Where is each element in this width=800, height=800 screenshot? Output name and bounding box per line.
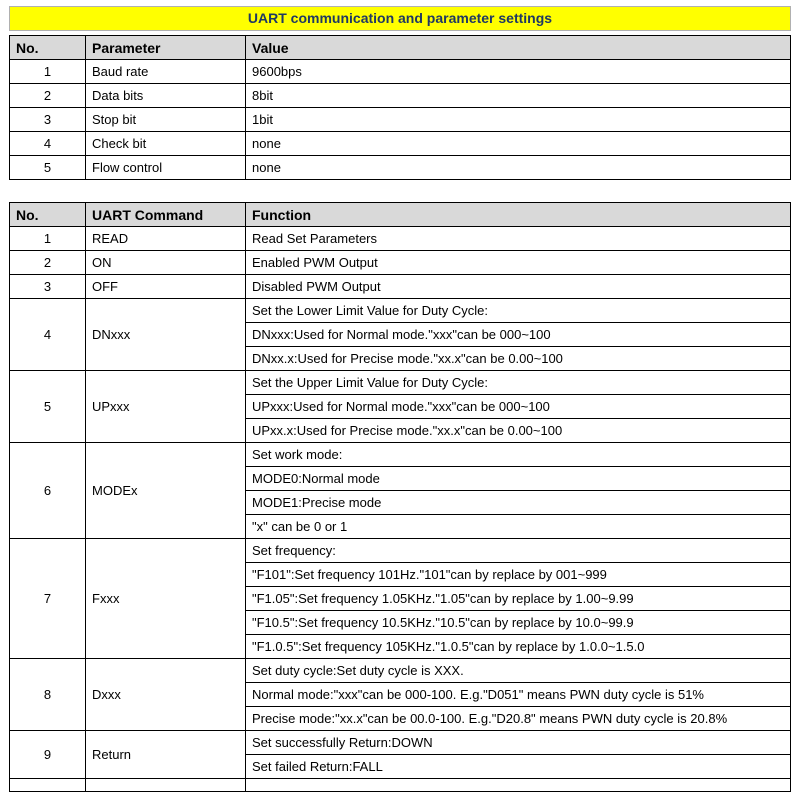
function-cell: "F1.0.5":Set frequency 105KHz."1.0.5"can by replace by 1.0.0~1.5.0 (246, 635, 791, 659)
function-cell: MODE0:Normal mode (246, 467, 791, 491)
param-table-row (10, 84, 791, 108)
command-cell: DNxxx (86, 299, 246, 371)
param-table-header-cell: Parameter (86, 36, 246, 60)
param-table-row (10, 108, 791, 132)
parameter-cell: Data bits (86, 84, 246, 108)
param-table-header-row (10, 36, 791, 60)
function-cell: Set frequency: (246, 539, 791, 563)
command-table-row (10, 299, 791, 323)
command-table (9, 202, 791, 792)
function-cell: Enabled PWM Output (246, 251, 791, 275)
command-cell: Return (86, 731, 246, 779)
uart-settings-document (9, 6, 791, 792)
row-number-cell: 1 (10, 227, 86, 251)
param-table-header-cell: No. (10, 36, 86, 60)
function-cell: DNxx.x:Used for Precise mode."xx.x"can be 0.00~100 (246, 347, 791, 371)
command-table-row (10, 275, 791, 299)
value-cell: none (246, 132, 791, 156)
value-cell: 8bit (246, 84, 791, 108)
function-cell: Disabled PWM Output (246, 275, 791, 299)
function-cell: DNxxx:Used for Normal mode."xxx"can be 000~100 (246, 323, 791, 347)
function-cell: MODE1:Precise mode (246, 491, 791, 515)
row-number-cell: 6 (10, 443, 86, 539)
row-number-cell: 1 (10, 60, 86, 84)
function-cell: Set duty cycle:Set duty cycle is XXX. (246, 659, 791, 683)
parameter-cell: Flow control (86, 156, 246, 180)
row-number-cell: 5 (10, 371, 86, 443)
row-number-cell: 3 (10, 108, 86, 132)
command-table-header-cell: No. (10, 203, 86, 227)
command-cell: ON (86, 251, 246, 275)
value-cell: 9600bps (246, 60, 791, 84)
command-table-header-cell: Function (246, 203, 791, 227)
command-cell: Fxxx (86, 539, 246, 659)
function-cell: "F1.05":Set frequency 1.05KHz."1.05"can by replace by 1.00~9.99 (246, 587, 791, 611)
row-number-cell: 7 (10, 539, 86, 659)
function-cell: Set the Upper Limit Value for Duty Cycle: (246, 371, 791, 395)
command-table-header-cell: UART Command (86, 203, 246, 227)
param-table-row (10, 156, 791, 180)
command-table-body (10, 203, 791, 792)
empty-cell (246, 779, 791, 792)
row-number-cell: 4 (10, 132, 86, 156)
value-cell: none (246, 156, 791, 180)
row-number-cell: 8 (10, 659, 86, 731)
command-cell: OFF (86, 275, 246, 299)
command-cell: Dxxx (86, 659, 246, 731)
function-cell: Set the Lower Limit Value for Duty Cycle: (246, 299, 791, 323)
empty-cell (86, 779, 246, 792)
parameter-cell: Baud rate (86, 60, 246, 84)
row-number-cell: 3 (10, 275, 86, 299)
function-cell: Set work mode: (246, 443, 791, 467)
param-table-row (10, 132, 791, 156)
command-table-row (10, 731, 791, 755)
command-table-row (10, 539, 791, 563)
command-table-row (10, 227, 791, 251)
command-table-row (10, 371, 791, 395)
param-table-header-cell: Value (246, 36, 791, 60)
command-cell: READ (86, 227, 246, 251)
command-cell: UPxxx (86, 371, 246, 443)
parameter-cell: Stop bit (86, 108, 246, 132)
function-cell: "x" can be 0 or 1 (246, 515, 791, 539)
function-cell: "F101":Set frequency 101Hz."101"can by replace by 001~999 (246, 563, 791, 587)
param-table (9, 35, 791, 180)
function-cell: Set failed Return:FALL (246, 755, 791, 779)
command-table-row (10, 659, 791, 683)
function-cell: Read Set Parameters (246, 227, 791, 251)
function-cell: UPxx.x:Used for Precise mode."xx.x"can be 0.00~100 (246, 419, 791, 443)
row-number-cell: 9 (10, 731, 86, 779)
parameter-cell: Check bit (86, 132, 246, 156)
function-cell: Set successfully Return:DOWN (246, 731, 791, 755)
command-cell: MODEx (86, 443, 246, 539)
value-cell: 1bit (246, 108, 791, 132)
row-number-cell: 2 (10, 84, 86, 108)
function-cell: "F10.5":Set frequency 10.5KHz."10.5"can by replace by 10.0~99.9 (246, 611, 791, 635)
clipped-empty-row (10, 779, 791, 792)
function-cell: Precise mode:"xx.x"can be 00.0-100. E.g."D20.8" means PWN duty cycle is 20.8% (246, 707, 791, 731)
function-cell: Normal mode:"xxx"can be 000-100. E.g."D051" means PWN duty cycle is 51% (246, 683, 791, 707)
param-table-row (10, 60, 791, 84)
function-cell: UPxxx:Used for Normal mode."xxx"can be 000~100 (246, 395, 791, 419)
param-table-body (10, 36, 791, 180)
command-table-header-row (10, 203, 791, 227)
empty-cell (10, 779, 86, 792)
command-table-row (10, 443, 791, 467)
row-number-cell: 5 (10, 156, 86, 180)
row-number-cell: 2 (10, 251, 86, 275)
command-table-row (10, 251, 791, 275)
table-gap (9, 180, 791, 202)
document-title: UART communication and parameter settings (9, 6, 791, 31)
row-number-cell: 4 (10, 299, 86, 371)
